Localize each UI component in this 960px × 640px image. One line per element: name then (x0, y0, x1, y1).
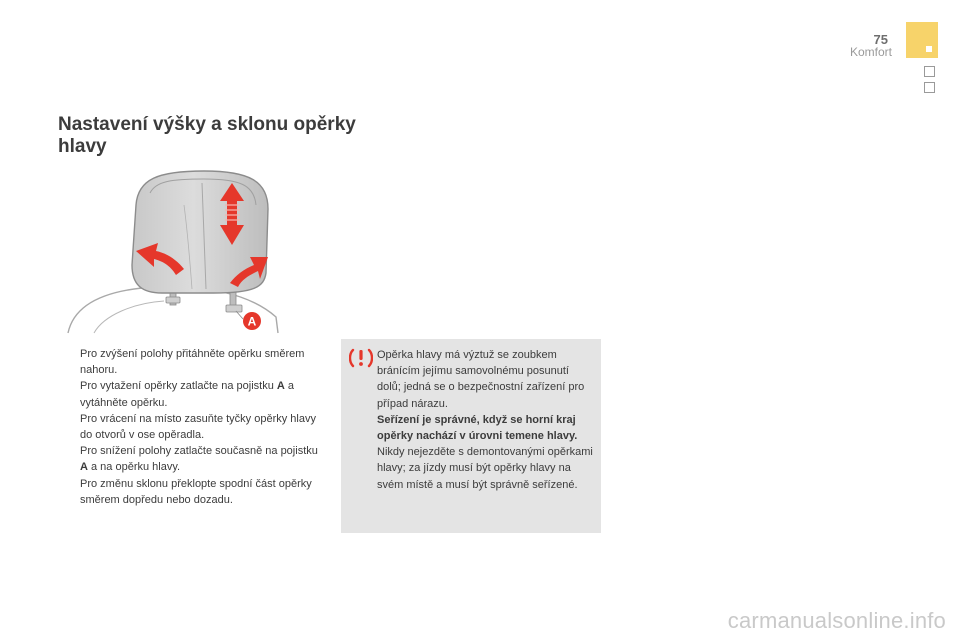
step-text: Pro vytažení opěrky zatlačte na pojistku (80, 380, 277, 393)
section-title: Nastavení výšky a sklonu opěrky hlavy (58, 113, 356, 157)
tab-marker-icon (926, 46, 932, 52)
instruction-list (58, 346, 320, 508)
list-item (58, 378, 320, 410)
warning-text (377, 347, 595, 493)
chapter-name: Komfort (849, 45, 892, 59)
warning-paragraph-bold: Seřízení je správné, když se horní kraj opěrky nachází v úrovni temene hlavy. (377, 413, 578, 443)
list-item (58, 411, 320, 443)
watermark: carmanualsonline.info (727, 608, 946, 633)
label-a: A (247, 314, 257, 329)
headrest-illustration (64, 165, 284, 335)
step-bold: A (80, 461, 88, 474)
step-text: a na opěrku hlavy. (87, 461, 181, 474)
list-item (58, 476, 320, 508)
chapter-tab-box[interactable] (924, 82, 935, 93)
chapter-tab-box[interactable] (924, 66, 935, 77)
chapter-tab-active[interactable] (906, 22, 938, 58)
step-text: Pro zvýšení polohy přitáhněte opěrku směrem nahoru. (80, 348, 305, 377)
step-text: Pro vrácení na místo zasuňte tyčky opěrky hlavy do otvorů v ose opěradla. (80, 412, 316, 442)
warning-paragraph: Opěrka hlavy má výztuž se zoubkem bránícím jejímu samovolnému posunutí dolů; jedná se o bezpečnostní zařízení pro případ nárazu. (377, 349, 585, 410)
warning-exclamation-icon (349, 348, 373, 368)
list-item (58, 346, 320, 378)
step-text: Pro snížení polohy zatlačte současně na pojistku (80, 445, 318, 458)
step-text: a vytáhněte opěrku. (80, 380, 295, 409)
step-bold: A (276, 380, 285, 393)
warning-paragraph: Nikdy nejezděte s demontovanými opěrkami hlavy; za jízdy musí být opěrky hlavy na svém místě a musí být správně seřízené. (377, 446, 593, 491)
warning-box (341, 339, 601, 533)
step-text: Pro změnu sklonu překlopte spodní část opěrky směrem dopředu nebo dozadu. (80, 477, 312, 506)
list-item (58, 443, 320, 475)
page-number: 75 (873, 32, 888, 47)
